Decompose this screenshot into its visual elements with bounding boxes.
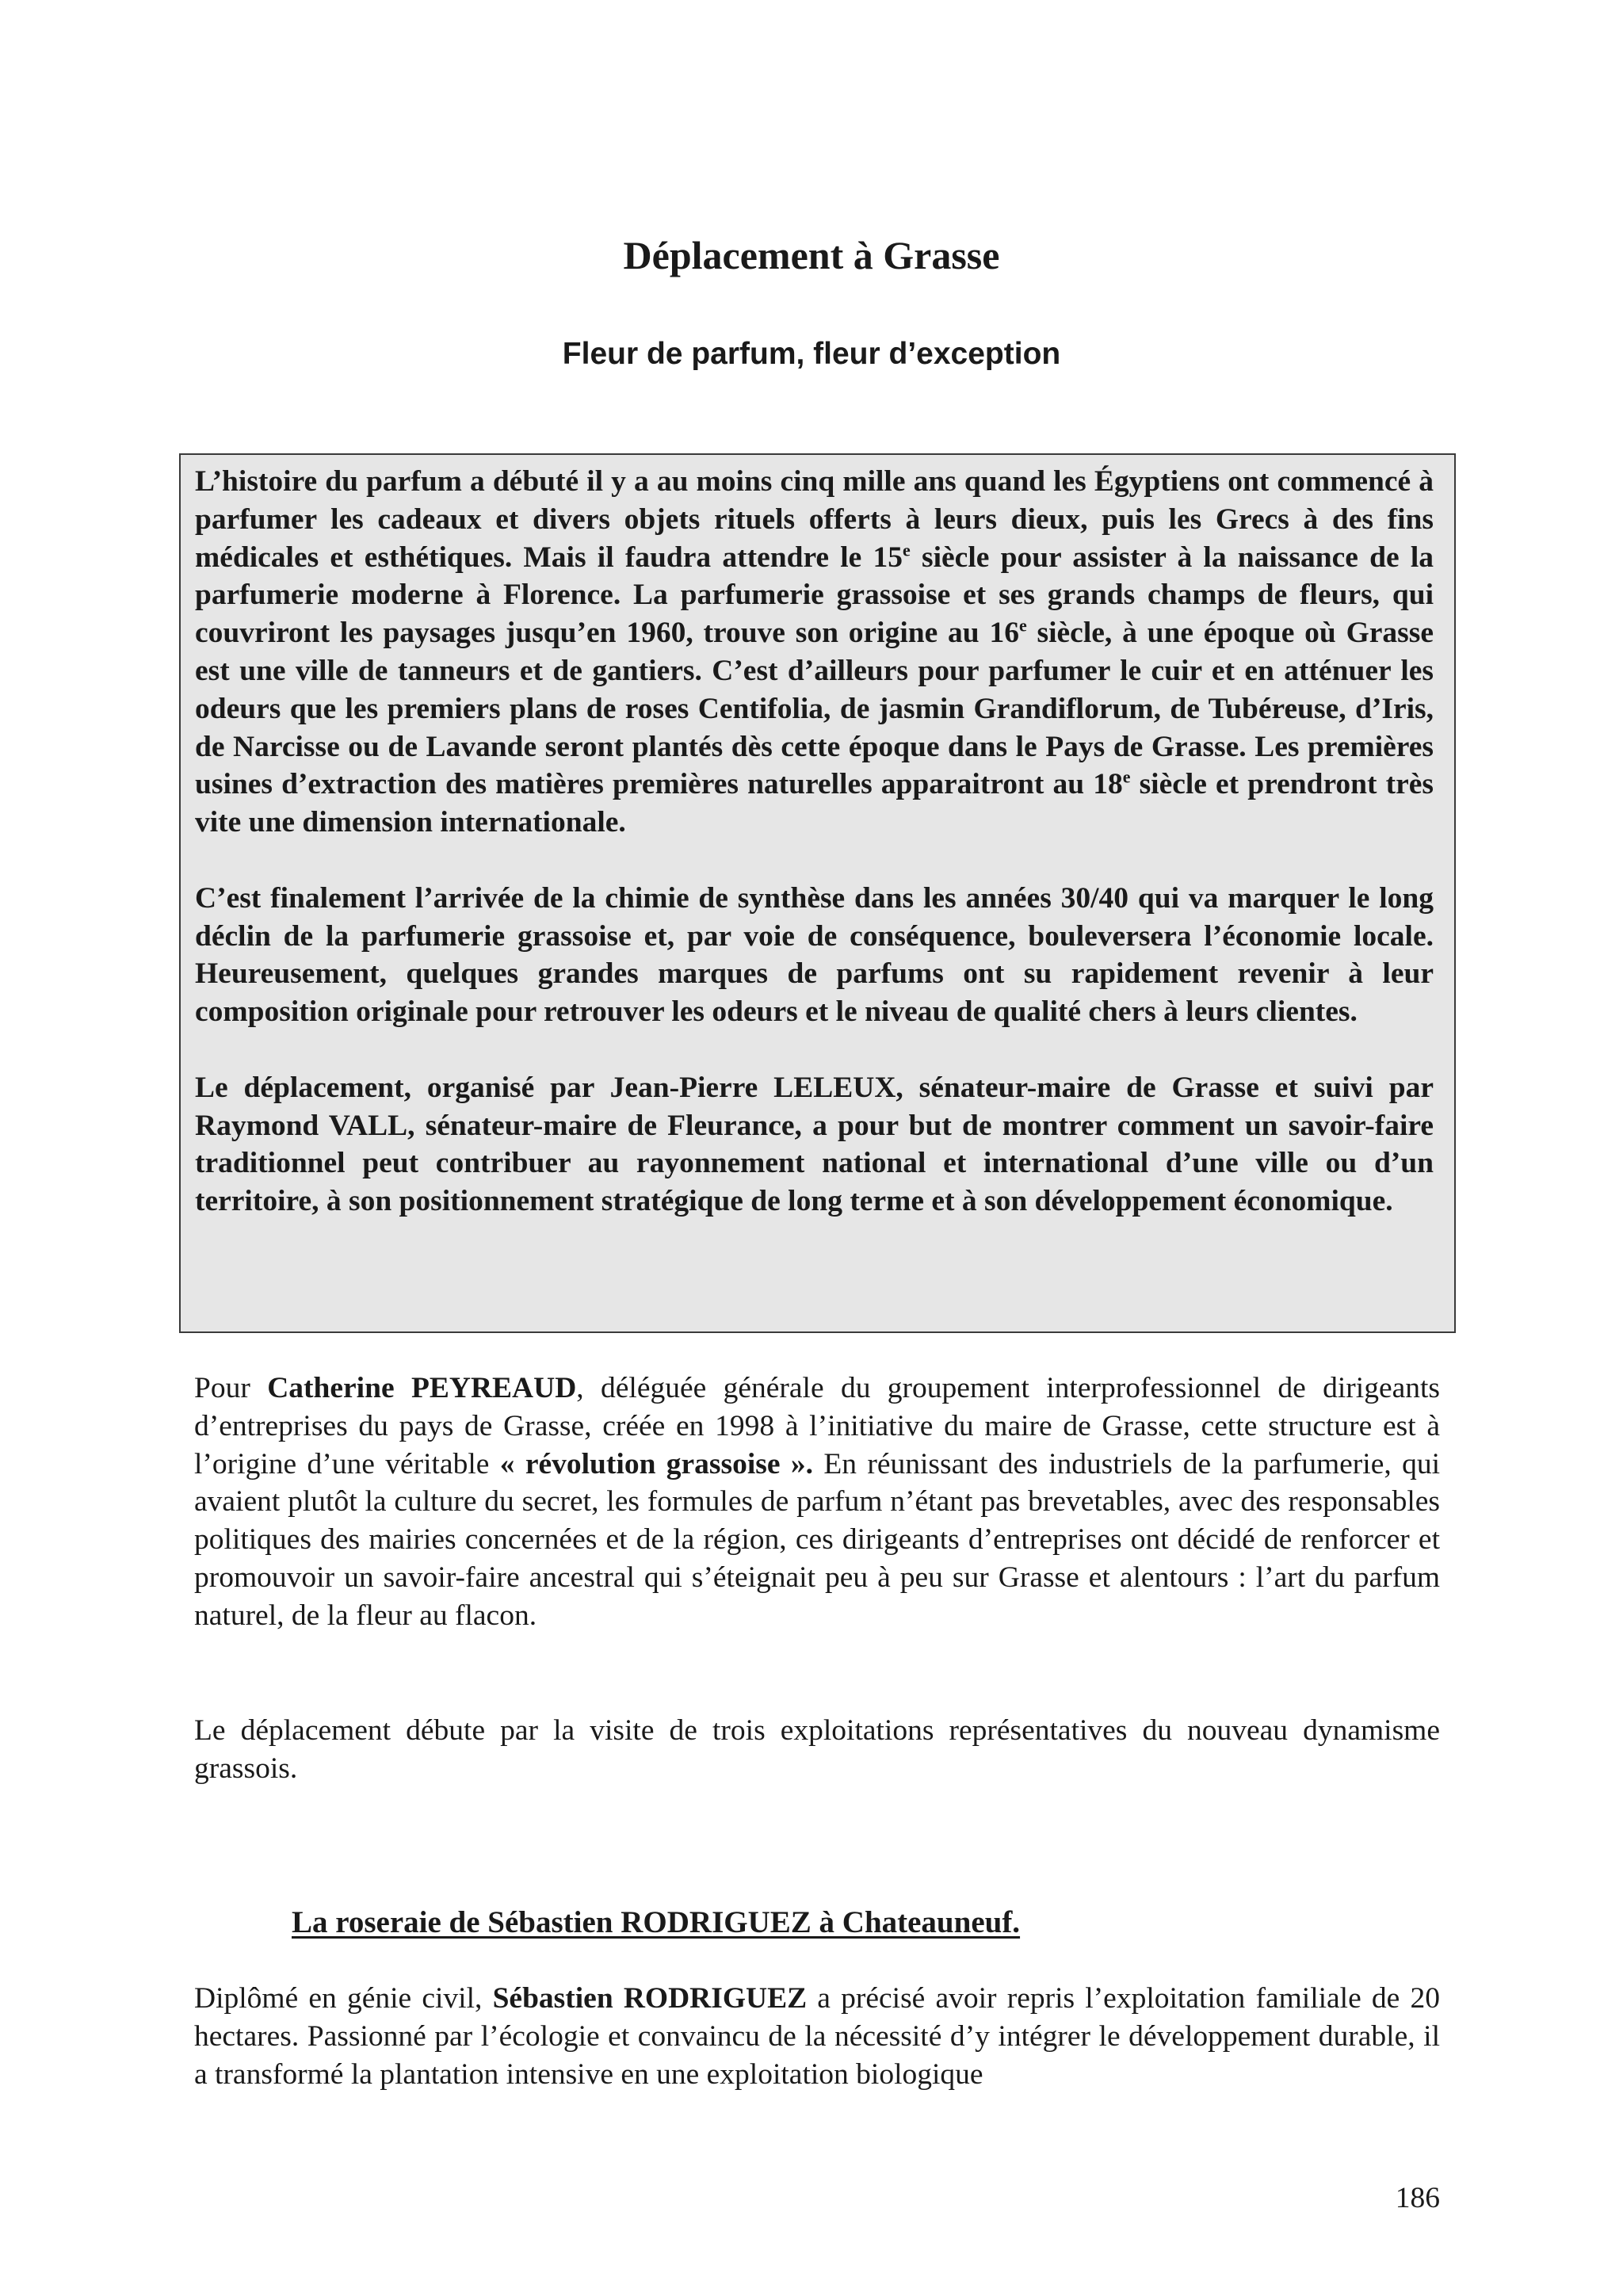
body-text: En réunissant des industriels de la parfumerie, qui avaient plutôt la culture du secret, les formules de parfum n’étant pas brevetables, avec des responsables politiques des mairies concernées et de la région, ces dirigeants d’entreprises ont décidé de renforcer et promouvoir un savoir-faire ancestral qui s’éteignait peu à peu sur Grasse et alentours : l’art du parfum naturel, de la fleur au flacon.	[194, 1447, 1440, 1632]
summary-paragraph-2: C’est finalement l’arrivée de la chimie de synthèse dans les années 30/40 qui va marquer le long déclin de la parfumerie grassoise et, par voie de conséquence, bouleversera l’économie locale. Heureusement, quelques grandes marques de parfums ont su rapidement revenir à leur composition originale pour retrouver les odeurs et le niveau de qualité chers à leurs clientes.	[195, 881, 1434, 1029]
body-text: , déléguée générale du groupement interprofessionnel de dirigeants d’entreprises du pays de Grasse, créée en 1998 à l’initiative du maire de Grasse, cette structure est à l’origine d’une véritable	[194, 1372, 1440, 1480]
page-number: 186	[1395, 2182, 1440, 2214]
page-title: Déplacement à Grasse	[623, 233, 1000, 277]
summary-text-1c: siècle, à une époque où Grasse est une ville de tanneurs et de gantiers. C’est d’ailleurs pour parfumer le cuir et en atténuer les odeurs que les premiers plans de roses Centifolia, de jasmin Grandiflorum, de Tubéreuse, d’Iris, de Narcisse ou de Lavande seront plantés dès cette époque dans le Pays de Grasse. Les premières usines d’extraction des matières premières naturelles apparaitront au 18	[195, 617, 1434, 801]
superscript-e: e	[903, 540, 911, 560]
person-name: Sébastien RODRIGUEZ	[492, 1982, 808, 2015]
emphasis-quote: « révolution grassoise ».	[499, 1447, 813, 1480]
body-text: a précisé avoir repris l’exploitation familiale de 20 hectares. Passionné par l’écologie et convaincu de la nécessité d’y intégrer le développement durable, il a transformé la plantation intensive en une exploitation biologique	[194, 1982, 1440, 2091]
page-subtitle: Fleur de parfum, fleur d’exception	[562, 337, 1061, 371]
body-text: Pour	[194, 1372, 268, 1404]
body-paragraph-2: Le déplacement débute par la visite de trois exploitations représentatives du nouveau dynamisme grassois.	[194, 1714, 1440, 1785]
superscript-e: e	[1122, 766, 1131, 787]
person-name: Catherine PEYREAUD	[267, 1372, 577, 1404]
summary-paragraph-3: Le déplacement, organisé par Jean-Pierre LELEUX, sénateur-maire de Grasse et suivi par Raymond VALL, sénateur-maire de Fleurance, a pour but de montrer comment un savoir-faire traditionnel peut contribuer au rayonnement national et international d’une ville ou d’un territoire, à son positionnement stratégique de long terme et à son développement économique.	[195, 1071, 1434, 1218]
summary-text-1a: L’histoire du parfum a débuté il y a au moins cinq mille ans quand les Égyptiens ont commencé à parfumer les cadeaux et divers objets rituels offerts à leurs dieux, puis les Grecs à des fins médicales et esthétiques. Mais il faudra attendre le 15	[195, 465, 1434, 574]
superscript-e: e	[1018, 615, 1027, 636]
body-paragraph-3	[194, 1980, 1440, 2093]
body-text: Diplômé en génie civil,	[194, 1982, 493, 2015]
summary-box	[179, 453, 1456, 1333]
summary-text-1d: siècle et prendront très vite une dimension internationale.	[195, 768, 1434, 839]
summary-paragraph-1	[195, 463, 1434, 842]
section-heading: La roseraie de Sébastien RODRIGUEZ à Chateauneuf.	[292, 1905, 1021, 1939]
body-paragraph-1	[194, 1370, 1440, 1635]
summary-text-1b: siècle pour assister à la naissance de la parfumerie moderne à Florence. La parfumerie grassoise et ses grands champs de fleurs, qui couvriront les paysages jusqu’en 1960, trouve son origine au 16	[195, 541, 1434, 650]
